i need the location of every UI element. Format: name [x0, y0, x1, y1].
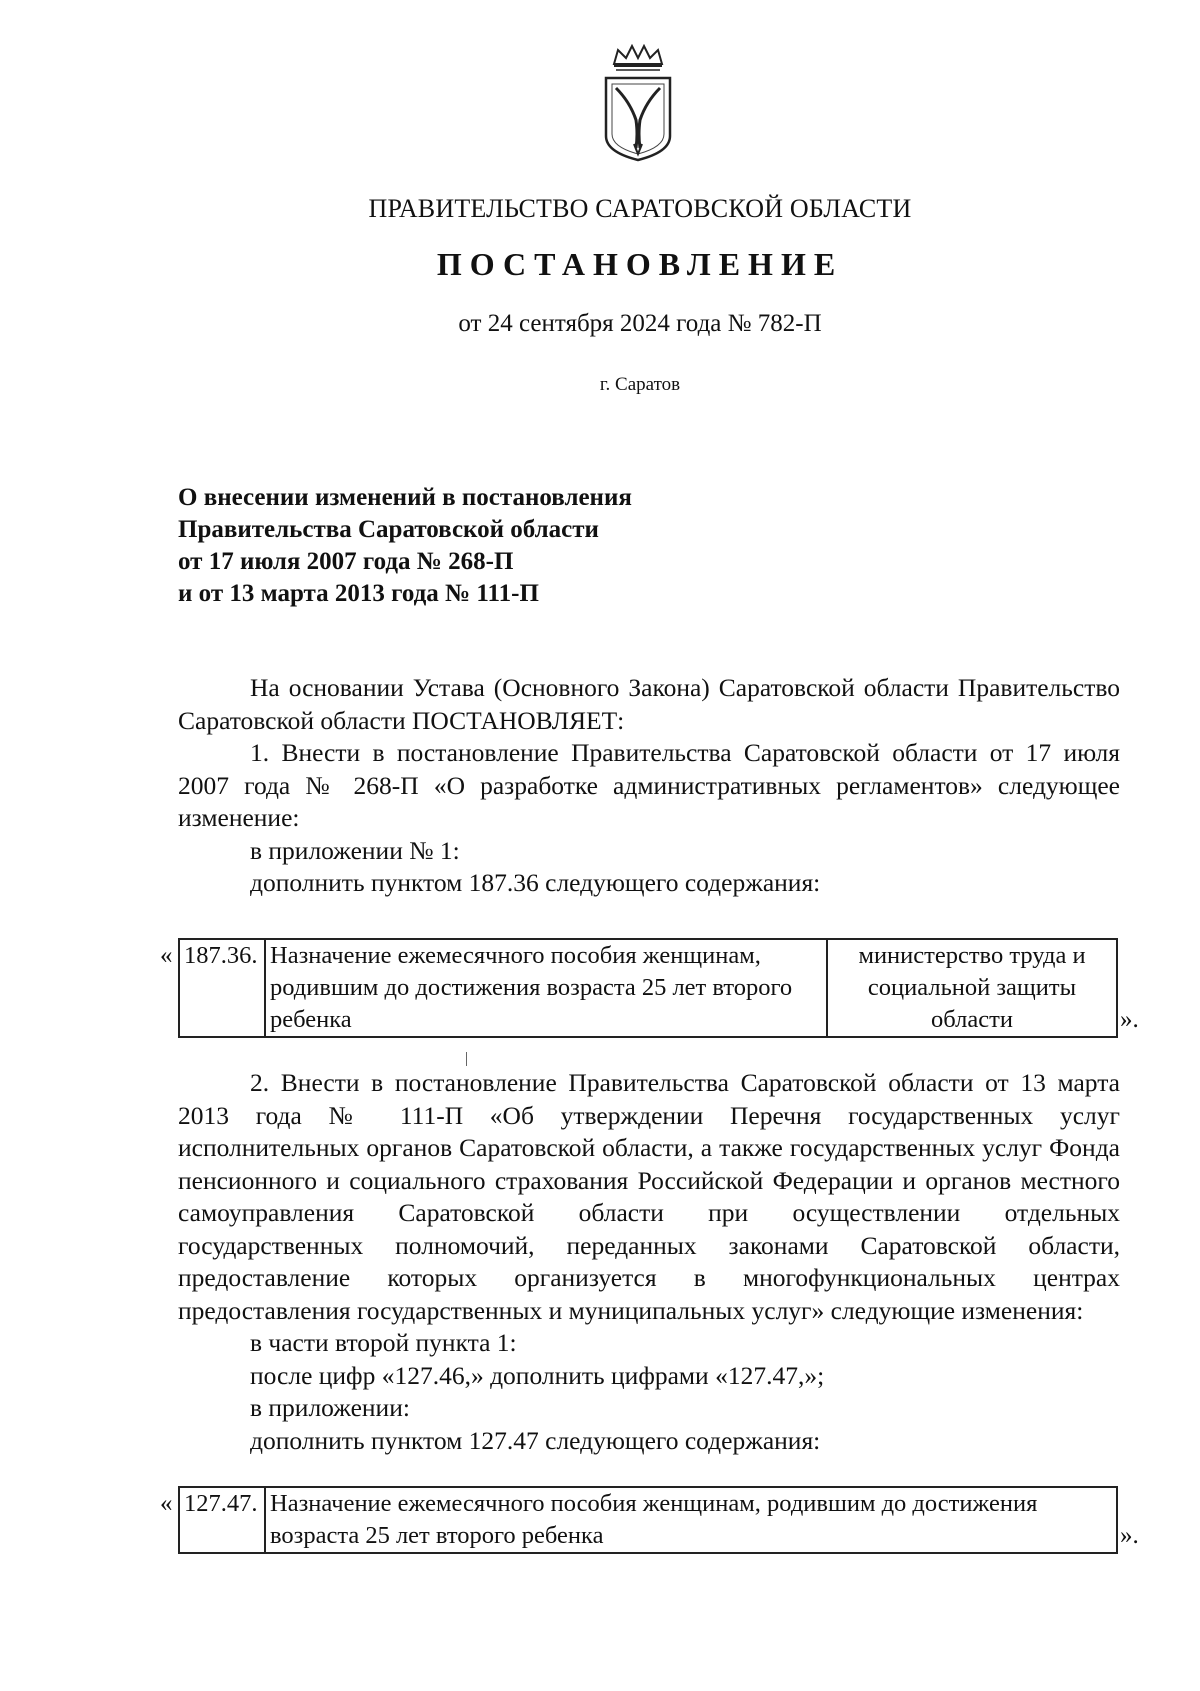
subject-line: от 17 июля 2007 года № 268-П — [178, 548, 514, 575]
table-1-authority: министерство труда и социальной защиты области — [827, 939, 1117, 1037]
table-1-number: 187.36. — [179, 939, 265, 1037]
coat-of-arms-icon — [600, 44, 676, 166]
item-1-paragraph: 1. Внести в постановление Правительства Саратовской области от 17 июля 2007 года № 268-П «О разработке административных регламентов» следующее изменение: — [178, 738, 1120, 832]
item-1-subline: в приложении № 1: — [250, 835, 460, 865]
table-2-service: Назначение ежемесячного пособия женщинам, родившим до достижения возраста 25 лет второго ребенка — [265, 1487, 1117, 1553]
item-2-paragraph: 2. Внести в постановление Правительства Саратовской области от 13 марта 2013 года № 111-П «Об утверждении Перечня государственных услуг исполнительных органов Саратовской области, а также государственных услуг Фонда пенсионного и социального страхования Российской Федерации и органов местного самоуправления Саратовской области при осуществлении отдельных государственных полномочий, переданных законами Саратовской области, предоставление которых организуется в многофункциональных центрах предоставления государственных и муниципальных услуг» следующие изменения: — [178, 1068, 1120, 1325]
item-2-subline: в приложении: — [250, 1393, 410, 1422]
scan-mark — [466, 1052, 467, 1066]
government-name: ПРАВИТЕЛЬСТВО САРАТОВСКОЙ ОБЛАСТИ — [368, 194, 912, 223]
document-date-number: от 24 сентября 2024 года № 782-П — [458, 310, 822, 337]
table-row — [179, 939, 1117, 1037]
table-2-number: 127.47. — [179, 1487, 265, 1553]
table-1-open-quote: « — [160, 942, 173, 969]
table-2 — [178, 1486, 1118, 1554]
table-1-close-quote: ». — [1120, 1006, 1139, 1033]
body-section-1 — [178, 672, 1120, 900]
item-2-subline: дополнить пунктом 127.47 следующего содержания: — [250, 1425, 821, 1455]
document-subject — [178, 482, 632, 610]
table-2-open-quote: « — [160, 1490, 173, 1517]
item-2-subline: после цифр «127.46,» дополнить цифрами «127.47,»; — [250, 1360, 825, 1390]
preamble-paragraph: На основании Устава (Основного Закона) Саратовской области Правительство Саратовской области ПОСТАНОВЛЯЕТ: — [178, 673, 1120, 735]
body-section-2 — [178, 1067, 1120, 1457]
item-1-subline: дополнить пунктом 187.36 следующего содержания: — [250, 868, 821, 897]
item-2-subline: в части второй пункта 1: — [250, 1328, 517, 1357]
document-type: ПОСТАНОВЛЕНИЕ — [436, 246, 844, 282]
table-1 — [178, 938, 1118, 1038]
subject-line: Правительства Саратовской области — [178, 516, 599, 543]
subject-line: О внесении изменений в постановления — [178, 484, 632, 511]
table-2-close-quote: ». — [1120, 1522, 1139, 1549]
table-1-service: Назначение ежемесячного пособия женщинам, родившим до достижения возраста 25 лет второго ребенка — [265, 939, 827, 1037]
subject-line: и от 13 марта 2013 года № 111-П — [178, 580, 539, 607]
document-city: г. Саратов — [599, 374, 681, 395]
table-row — [179, 1487, 1117, 1553]
